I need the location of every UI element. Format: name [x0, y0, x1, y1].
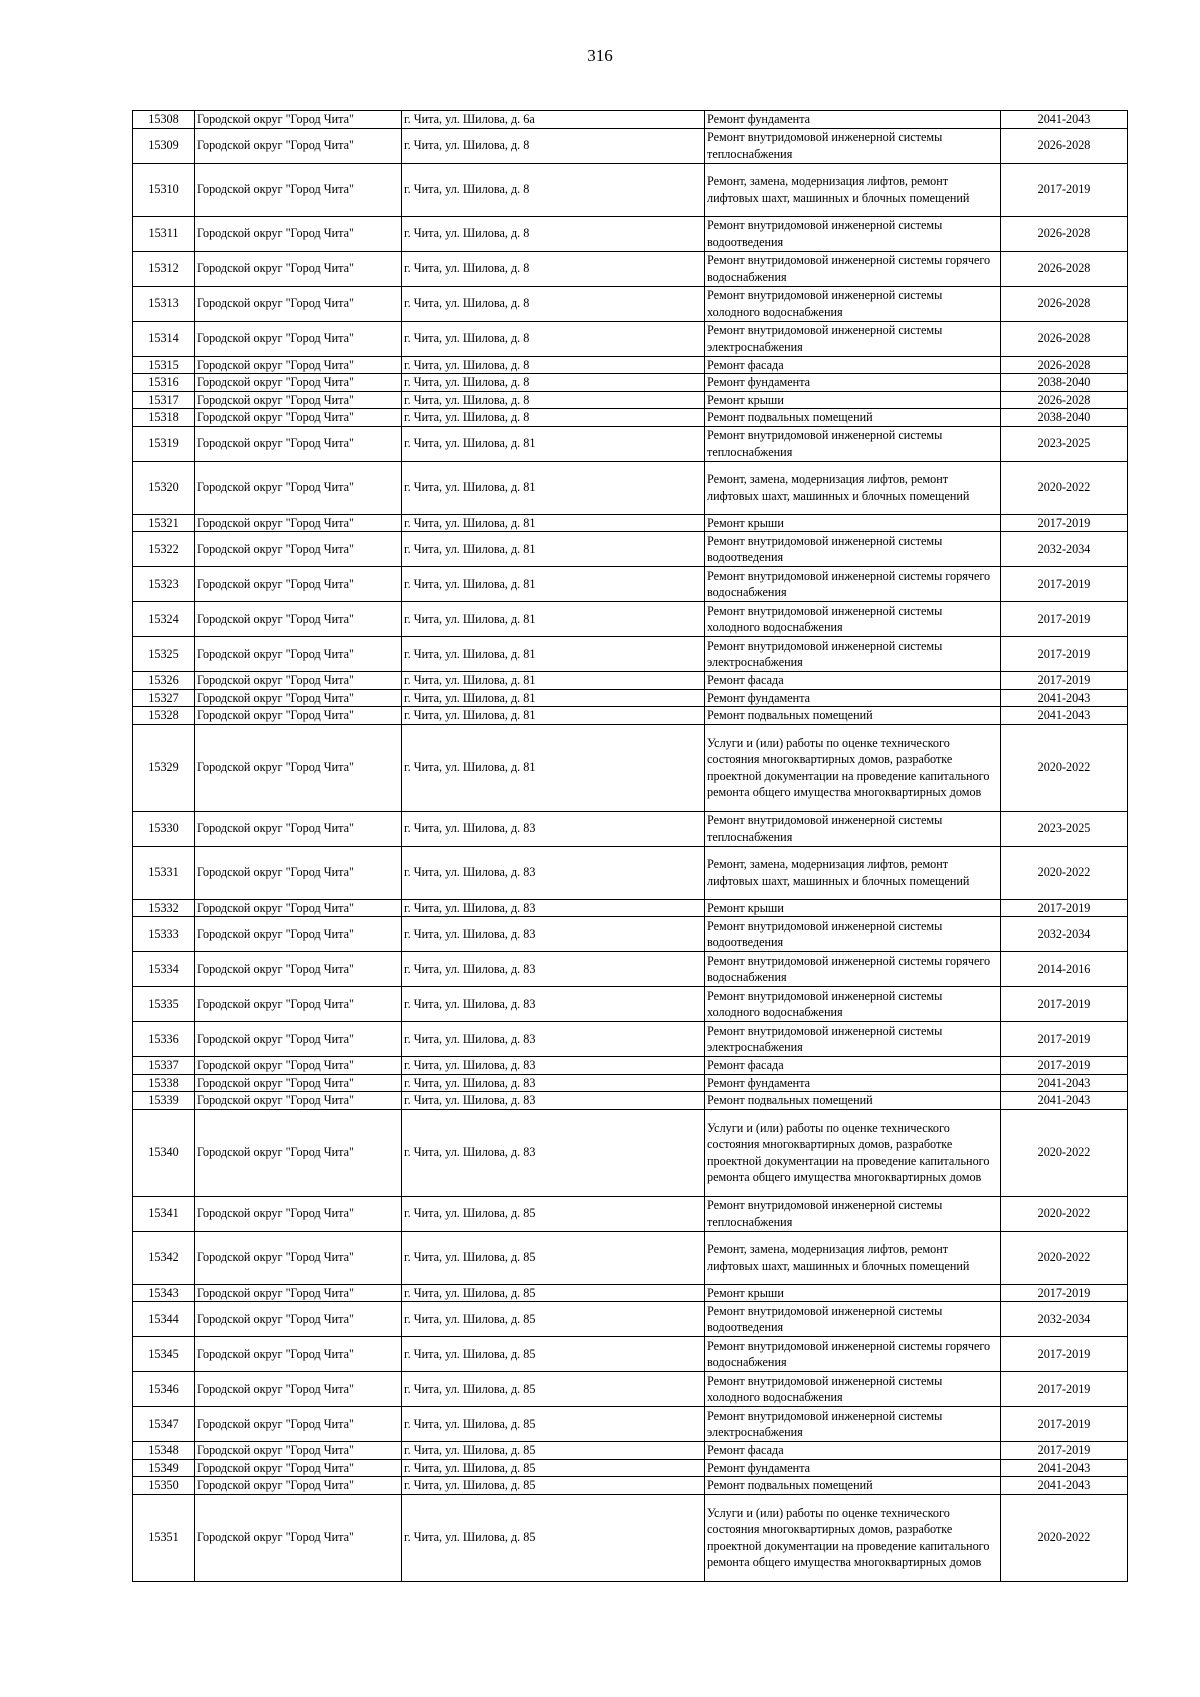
period-cell: 2041-2043 — [1001, 707, 1128, 725]
row-number: 15313 — [133, 286, 195, 321]
period-cell: 2041-2043 — [1001, 1477, 1128, 1495]
row-number: 15326 — [133, 672, 195, 690]
period-cell: 2032-2034 — [1001, 1302, 1128, 1337]
municipality-cell: Городской округ "Город Чита" — [195, 672, 402, 690]
work-type-cell: Ремонт, замена, модернизация лифтов, ремонт лифтовых шахт, машинных и блочных помещений — [705, 1231, 1001, 1284]
address-cell: г. Чита, ул. Шилова, д. 83 — [402, 899, 705, 917]
municipality-cell: Городской округ "Город Чита" — [195, 426, 402, 461]
row-number: 15310 — [133, 163, 195, 216]
work-type-cell: Услуги и (или) работы по оценке технического состояния многоквартирных домов, разработке проектной документации на проведение капитального ремонта общего имущества многоквартирных домов — [705, 1109, 1001, 1196]
address-cell: г. Чита, ул. Шилова, д. 81 — [402, 637, 705, 672]
row-number: 15322 — [133, 532, 195, 567]
municipality-cell: Городской округ "Город Чита" — [195, 1057, 402, 1075]
period-cell: 2020-2022 — [1001, 724, 1128, 811]
table-row — [133, 321, 1128, 356]
work-type-cell: Ремонт, замена, модернизация лифтов, ремонт лифтовых шахт, машинных и блочных помещений — [705, 846, 1001, 899]
period-cell: 2026-2028 — [1001, 286, 1128, 321]
row-number: 15323 — [133, 567, 195, 602]
table-row — [133, 1057, 1128, 1075]
address-cell: г. Чита, ул. Шилова, д. 81 — [402, 672, 705, 690]
municipality-cell: Городской округ "Город Чита" — [195, 1407, 402, 1442]
period-cell: 2041-2043 — [1001, 689, 1128, 707]
work-type-cell: Ремонт фасада — [705, 672, 1001, 690]
work-type-cell: Ремонт фундамента — [705, 1459, 1001, 1477]
municipality-cell: Городской округ "Город Чита" — [195, 952, 402, 987]
period-cell: 2017-2019 — [1001, 1337, 1128, 1372]
municipality-cell: Городской округ "Город Чита" — [195, 917, 402, 952]
work-type-cell: Ремонт внутридомовой инженерной системы водоотведения — [705, 1302, 1001, 1337]
address-cell: г. Чита, ул. Шилова, д. 81 — [402, 514, 705, 532]
municipality-cell: Городской округ "Город Чита" — [195, 1337, 402, 1372]
table-row — [133, 689, 1128, 707]
work-type-cell: Услуги и (или) работы по оценке технического состояния многоквартирных домов, разработке проектной документации на проведение капитального ремонта общего имущества многоквартирных домов — [705, 1494, 1001, 1581]
address-cell: г. Чита, ул. Шилова, д. 83 — [402, 1057, 705, 1075]
row-number: 15333 — [133, 917, 195, 952]
address-cell: г. Чита, ул. Шилова, д. 83 — [402, 987, 705, 1022]
work-type-cell: Ремонт, замена, модернизация лифтов, ремонт лифтовых шахт, машинных и блочных помещений — [705, 461, 1001, 514]
work-type-cell: Ремонт внутридомовой инженерной системы теплоснабжения — [705, 811, 1001, 846]
work-type-cell: Ремонт внутридомовой инженерной системы горячего водоснабжения — [705, 952, 1001, 987]
municipality-cell: Городской округ "Город Чита" — [195, 987, 402, 1022]
municipality-cell: Городской округ "Город Чита" — [195, 356, 402, 374]
table-row — [133, 251, 1128, 286]
work-type-cell: Ремонт фундамента — [705, 1074, 1001, 1092]
municipality-cell: Городской округ "Город Чита" — [195, 724, 402, 811]
work-type-cell: Ремонт крыши — [705, 899, 1001, 917]
address-cell: г. Чита, ул. Шилова, д. 81 — [402, 426, 705, 461]
works-table — [132, 110, 1128, 1582]
period-cell: 2017-2019 — [1001, 1022, 1128, 1057]
address-cell: г. Чита, ул. Шилова, д. 8 — [402, 251, 705, 286]
address-cell: г. Чита, ул. Шилова, д. 8 — [402, 356, 705, 374]
row-number: 15344 — [133, 1302, 195, 1337]
address-cell: г. Чита, ул. Шилова, д. 83 — [402, 1022, 705, 1057]
period-cell: 2020-2022 — [1001, 1109, 1128, 1196]
table-row — [133, 1109, 1128, 1196]
municipality-cell: Городской округ "Город Чита" — [195, 1494, 402, 1581]
row-number: 15324 — [133, 602, 195, 637]
work-type-cell: Ремонт фундамента — [705, 111, 1001, 129]
address-cell: г. Чита, ул. Шилова, д. 81 — [402, 689, 705, 707]
municipality-cell: Городской округ "Город Чита" — [195, 602, 402, 637]
municipality-cell: Городской округ "Город Чита" — [195, 409, 402, 427]
work-type-cell: Ремонт внутридомовой инженерной системы горячего водоснабжения — [705, 1337, 1001, 1372]
work-type-cell: Ремонт подвальных помещений — [705, 1477, 1001, 1495]
table-row — [133, 724, 1128, 811]
period-cell: 2026-2028 — [1001, 391, 1128, 409]
row-number: 15347 — [133, 1407, 195, 1442]
row-number: 15318 — [133, 409, 195, 427]
period-cell: 2020-2022 — [1001, 1196, 1128, 1231]
table-row — [133, 356, 1128, 374]
table-row — [133, 1302, 1128, 1337]
table-row — [133, 811, 1128, 846]
work-type-cell: Ремонт фундамента — [705, 689, 1001, 707]
work-type-cell: Ремонт внутридомовой инженерной системы водоотведения — [705, 216, 1001, 251]
address-cell: г. Чита, ул. Шилова, д. 85 — [402, 1477, 705, 1495]
row-number: 15338 — [133, 1074, 195, 1092]
table-row — [133, 987, 1128, 1022]
municipality-cell: Городской округ "Город Чита" — [195, 1196, 402, 1231]
period-cell: 2020-2022 — [1001, 1231, 1128, 1284]
table-row — [133, 111, 1128, 129]
municipality-cell: Городской округ "Город Чита" — [195, 111, 402, 129]
table-row — [133, 1337, 1128, 1372]
table-row — [133, 952, 1128, 987]
row-number: 15316 — [133, 374, 195, 392]
municipality-cell: Городской округ "Город Чита" — [195, 1109, 402, 1196]
address-cell: г. Чита, ул. Шилова, д. 85 — [402, 1196, 705, 1231]
address-cell: г. Чита, ул. Шилова, д. 81 — [402, 602, 705, 637]
table-row — [133, 1196, 1128, 1231]
row-number: 15336 — [133, 1022, 195, 1057]
period-cell: 2026-2028 — [1001, 216, 1128, 251]
work-type-cell: Ремонт крыши — [705, 391, 1001, 409]
address-cell: г. Чита, ул. Шилова, д. 8 — [402, 128, 705, 163]
row-number: 15312 — [133, 251, 195, 286]
table-row — [133, 461, 1128, 514]
period-cell: 2017-2019 — [1001, 1442, 1128, 1460]
address-cell: г. Чита, ул. Шилова, д. 85 — [402, 1459, 705, 1477]
row-number: 15339 — [133, 1092, 195, 1110]
address-cell: г. Чита, ул. Шилова, д. 8 — [402, 321, 705, 356]
municipality-cell: Городской округ "Город Чита" — [195, 128, 402, 163]
work-type-cell: Ремонт внутридомовой инженерной системы электроснабжения — [705, 321, 1001, 356]
period-cell: 2017-2019 — [1001, 987, 1128, 1022]
work-type-cell: Ремонт внутридомовой инженерной системы теплоснабжения — [705, 1196, 1001, 1231]
address-cell: г. Чита, ул. Шилова, д. 85 — [402, 1337, 705, 1372]
period-cell: 2023-2025 — [1001, 426, 1128, 461]
address-cell: г. Чита, ул. Шилова, д. 8 — [402, 216, 705, 251]
address-cell: г. Чита, ул. Шилова, д. 85 — [402, 1302, 705, 1337]
period-cell: 2017-2019 — [1001, 637, 1128, 672]
table-row — [133, 917, 1128, 952]
municipality-cell: Городской округ "Город Чита" — [195, 707, 402, 725]
period-cell: 2017-2019 — [1001, 1284, 1128, 1302]
period-cell: 2020-2022 — [1001, 1494, 1128, 1581]
table-row — [133, 1477, 1128, 1495]
row-number: 15351 — [133, 1494, 195, 1581]
work-type-cell: Ремонт внутридомовой инженерной системы горячего водоснабжения — [705, 251, 1001, 286]
table-row — [133, 409, 1128, 427]
municipality-cell: Городской округ "Город Чита" — [195, 1442, 402, 1460]
address-cell: г. Чита, ул. Шилова, д. 8 — [402, 286, 705, 321]
table-row — [133, 216, 1128, 251]
row-number: 15343 — [133, 1284, 195, 1302]
municipality-cell: Городской округ "Город Чита" — [195, 1459, 402, 1477]
period-cell: 2026-2028 — [1001, 128, 1128, 163]
row-number: 15342 — [133, 1231, 195, 1284]
table-row — [133, 1494, 1128, 1581]
period-cell: 2017-2019 — [1001, 672, 1128, 690]
row-number: 15350 — [133, 1477, 195, 1495]
period-cell: 2026-2028 — [1001, 356, 1128, 374]
row-number: 15345 — [133, 1337, 195, 1372]
row-number: 15335 — [133, 987, 195, 1022]
table-row — [133, 374, 1128, 392]
period-cell: 2014-2016 — [1001, 952, 1128, 987]
table-row — [133, 602, 1128, 637]
row-number: 15332 — [133, 899, 195, 917]
period-cell: 2017-2019 — [1001, 567, 1128, 602]
work-type-cell: Ремонт фундамента — [705, 374, 1001, 392]
period-cell: 2041-2043 — [1001, 111, 1128, 129]
municipality-cell: Городской округ "Город Чита" — [195, 1302, 402, 1337]
municipality-cell: Городской округ "Город Чита" — [195, 899, 402, 917]
municipality-cell: Городской округ "Город Чита" — [195, 811, 402, 846]
municipality-cell: Городской округ "Город Чита" — [195, 391, 402, 409]
row-number: 15346 — [133, 1372, 195, 1407]
work-type-cell: Ремонт подвальных помещений — [705, 1092, 1001, 1110]
table-row — [133, 1092, 1128, 1110]
municipality-cell: Городской округ "Город Чита" — [195, 532, 402, 567]
work-type-cell: Ремонт внутридомовой инженерной системы электроснабжения — [705, 1407, 1001, 1442]
row-number: 15309 — [133, 128, 195, 163]
municipality-cell: Городской округ "Город Чита" — [195, 1477, 402, 1495]
municipality-cell: Городской округ "Город Чита" — [195, 567, 402, 602]
work-type-cell: Ремонт крыши — [705, 514, 1001, 532]
period-cell: 2020-2022 — [1001, 846, 1128, 899]
row-number: 15341 — [133, 1196, 195, 1231]
period-cell: 2017-2019 — [1001, 899, 1128, 917]
municipality-cell: Городской округ "Город Чита" — [195, 514, 402, 532]
row-number: 15320 — [133, 461, 195, 514]
address-cell: г. Чита, ул. Шилова, д. 83 — [402, 952, 705, 987]
work-type-cell: Ремонт внутридомовой инженерной системы холодного водоснабжения — [705, 602, 1001, 637]
row-number: 15317 — [133, 391, 195, 409]
work-type-cell: Услуги и (или) работы по оценке технического состояния многоквартирных домов, разработке проектной документации на проведение капитального ремонта общего имущества многоквартирных домов — [705, 724, 1001, 811]
period-cell: 2041-2043 — [1001, 1074, 1128, 1092]
municipality-cell: Городской округ "Город Чита" — [195, 1284, 402, 1302]
row-number: 15314 — [133, 321, 195, 356]
municipality-cell: Городской округ "Город Чита" — [195, 689, 402, 707]
row-number: 15315 — [133, 356, 195, 374]
period-cell: 2020-2022 — [1001, 461, 1128, 514]
row-number: 15330 — [133, 811, 195, 846]
period-cell: 2041-2043 — [1001, 1459, 1128, 1477]
table-row — [133, 1074, 1128, 1092]
row-number: 15325 — [133, 637, 195, 672]
table-row — [133, 391, 1128, 409]
table-row — [133, 1459, 1128, 1477]
work-type-cell: Ремонт внутридомовой инженерной системы водоотведения — [705, 532, 1001, 567]
work-type-cell: Ремонт подвальных помещений — [705, 707, 1001, 725]
address-cell: г. Чита, ул. Шилова, д. 8 — [402, 374, 705, 392]
municipality-cell: Городской округ "Город Чита" — [195, 1022, 402, 1057]
address-cell: г. Чита, ул. Шилова, д. 85 — [402, 1407, 705, 1442]
municipality-cell: Городской округ "Город Чита" — [195, 321, 402, 356]
address-cell: г. Чита, ул. Шилова, д. 81 — [402, 567, 705, 602]
work-type-cell: Ремонт фасада — [705, 356, 1001, 374]
table-row — [133, 128, 1128, 163]
address-cell: г. Чита, ул. Шилова, д. 83 — [402, 1109, 705, 1196]
work-type-cell: Ремонт внутридомовой инженерной системы электроснабжения — [705, 637, 1001, 672]
table-row — [133, 707, 1128, 725]
municipality-cell: Городской округ "Город Чита" — [195, 1074, 402, 1092]
address-cell: г. Чита, ул. Шилова, д. 83 — [402, 1092, 705, 1110]
table-row — [133, 1022, 1128, 1057]
work-type-cell: Ремонт внутридомовой инженерной системы холодного водоснабжения — [705, 286, 1001, 321]
address-cell: г. Чита, ул. Шилова, д. 85 — [402, 1231, 705, 1284]
municipality-cell: Городской округ "Город Чита" — [195, 1372, 402, 1407]
address-cell: г. Чита, ул. Шилова, д. 85 — [402, 1284, 705, 1302]
table-row — [133, 846, 1128, 899]
table-row — [133, 567, 1128, 602]
period-cell: 2038-2040 — [1001, 374, 1128, 392]
work-type-cell: Ремонт внутридомовой инженерной системы холодного водоснабжения — [705, 987, 1001, 1022]
period-cell: 2032-2034 — [1001, 917, 1128, 952]
work-type-cell: Ремонт внутридомовой инженерной системы теплоснабжения — [705, 128, 1001, 163]
address-cell: г. Чита, ул. Шилова, д. 83 — [402, 846, 705, 899]
address-cell: г. Чита, ул. Шилова, д. 83 — [402, 917, 705, 952]
row-number: 15340 — [133, 1109, 195, 1196]
row-number: 15311 — [133, 216, 195, 251]
table-row — [133, 1284, 1128, 1302]
row-number: 15321 — [133, 514, 195, 532]
table-row — [133, 1442, 1128, 1460]
table-row — [133, 426, 1128, 461]
address-cell: г. Чита, ул. Шилова, д. 8 — [402, 391, 705, 409]
municipality-cell: Городской округ "Город Чита" — [195, 846, 402, 899]
work-type-cell: Ремонт, замена, модернизация лифтов, ремонт лифтовых шахт, машинных и блочных помещений — [705, 163, 1001, 216]
works-table-body — [133, 111, 1128, 1582]
table-row — [133, 1372, 1128, 1407]
municipality-cell: Городской округ "Город Чита" — [195, 251, 402, 286]
municipality-cell: Городской округ "Город Чита" — [195, 637, 402, 672]
work-type-cell: Ремонт фасада — [705, 1057, 1001, 1075]
table-row — [133, 532, 1128, 567]
period-cell: 2032-2034 — [1001, 532, 1128, 567]
table-row — [133, 514, 1128, 532]
municipality-cell: Городской округ "Город Чита" — [195, 286, 402, 321]
address-cell: г. Чита, ул. Шилова, д. 81 — [402, 707, 705, 725]
work-type-cell: Ремонт внутридомовой инженерной системы водоотведения — [705, 917, 1001, 952]
period-cell: 2026-2028 — [1001, 251, 1128, 286]
period-cell: 2017-2019 — [1001, 1057, 1128, 1075]
address-cell: г. Чита, ул. Шилова, д. 81 — [402, 532, 705, 567]
period-cell: 2017-2019 — [1001, 602, 1128, 637]
municipality-cell: Городской округ "Город Чита" — [195, 461, 402, 514]
table-row — [133, 899, 1128, 917]
work-type-cell: Ремонт фасада — [705, 1442, 1001, 1460]
municipality-cell: Городской округ "Город Чита" — [195, 216, 402, 251]
work-type-cell: Ремонт крыши — [705, 1284, 1001, 1302]
row-number: 15328 — [133, 707, 195, 725]
municipality-cell: Городской округ "Город Чита" — [195, 1092, 402, 1110]
work-type-cell: Ремонт внутридомовой инженерной системы холодного водоснабжения — [705, 1372, 1001, 1407]
table-row — [133, 286, 1128, 321]
row-number: 15334 — [133, 952, 195, 987]
period-cell: 2023-2025 — [1001, 811, 1128, 846]
address-cell: г. Чита, ул. Шилова, д. 6а — [402, 111, 705, 129]
address-cell: г. Чита, ул. Шилова, д. 85 — [402, 1442, 705, 1460]
row-number: 15337 — [133, 1057, 195, 1075]
address-cell: г. Чита, ул. Шилова, д. 81 — [402, 461, 705, 514]
work-type-cell: Ремонт внутридомовой инженерной системы теплоснабжения — [705, 426, 1001, 461]
row-number: 15319 — [133, 426, 195, 461]
period-cell: 2017-2019 — [1001, 1372, 1128, 1407]
address-cell: г. Чита, ул. Шилова, д. 8 — [402, 163, 705, 216]
work-type-cell: Ремонт внутридомовой инженерной системы горячего водоснабжения — [705, 567, 1001, 602]
period-cell: 2017-2019 — [1001, 1407, 1128, 1442]
row-number: 15348 — [133, 1442, 195, 1460]
work-type-cell: Ремонт внутридомовой инженерной системы электроснабжения — [705, 1022, 1001, 1057]
municipality-cell: Городской округ "Город Чита" — [195, 163, 402, 216]
page-number: 316 — [587, 46, 613, 65]
municipality-cell: Городской округ "Город Чита" — [195, 1231, 402, 1284]
period-cell: 2026-2028 — [1001, 321, 1128, 356]
period-cell: 2017-2019 — [1001, 514, 1128, 532]
address-cell: г. Чита, ул. Шилова, д. 81 — [402, 724, 705, 811]
table-row — [133, 163, 1128, 216]
row-number: 15331 — [133, 846, 195, 899]
table-row — [133, 672, 1128, 690]
row-number: 15327 — [133, 689, 195, 707]
address-cell: г. Чита, ул. Шилова, д. 83 — [402, 811, 705, 846]
row-number: 15349 — [133, 1459, 195, 1477]
period-cell: 2017-2019 — [1001, 163, 1128, 216]
address-cell: г. Чита, ул. Шилова, д. 85 — [402, 1494, 705, 1581]
table-row — [133, 1407, 1128, 1442]
table-row — [133, 637, 1128, 672]
row-number: 15308 — [133, 111, 195, 129]
address-cell: г. Чита, ул. Шилова, д. 83 — [402, 1074, 705, 1092]
address-cell: г. Чита, ул. Шилова, д. 85 — [402, 1372, 705, 1407]
period-cell: 2038-2040 — [1001, 409, 1128, 427]
address-cell: г. Чита, ул. Шилова, д. 8 — [402, 409, 705, 427]
period-cell: 2041-2043 — [1001, 1092, 1128, 1110]
work-type-cell: Ремонт подвальных помещений — [705, 409, 1001, 427]
row-number: 15329 — [133, 724, 195, 811]
table-row — [133, 1231, 1128, 1284]
municipality-cell: Городской округ "Город Чита" — [195, 374, 402, 392]
